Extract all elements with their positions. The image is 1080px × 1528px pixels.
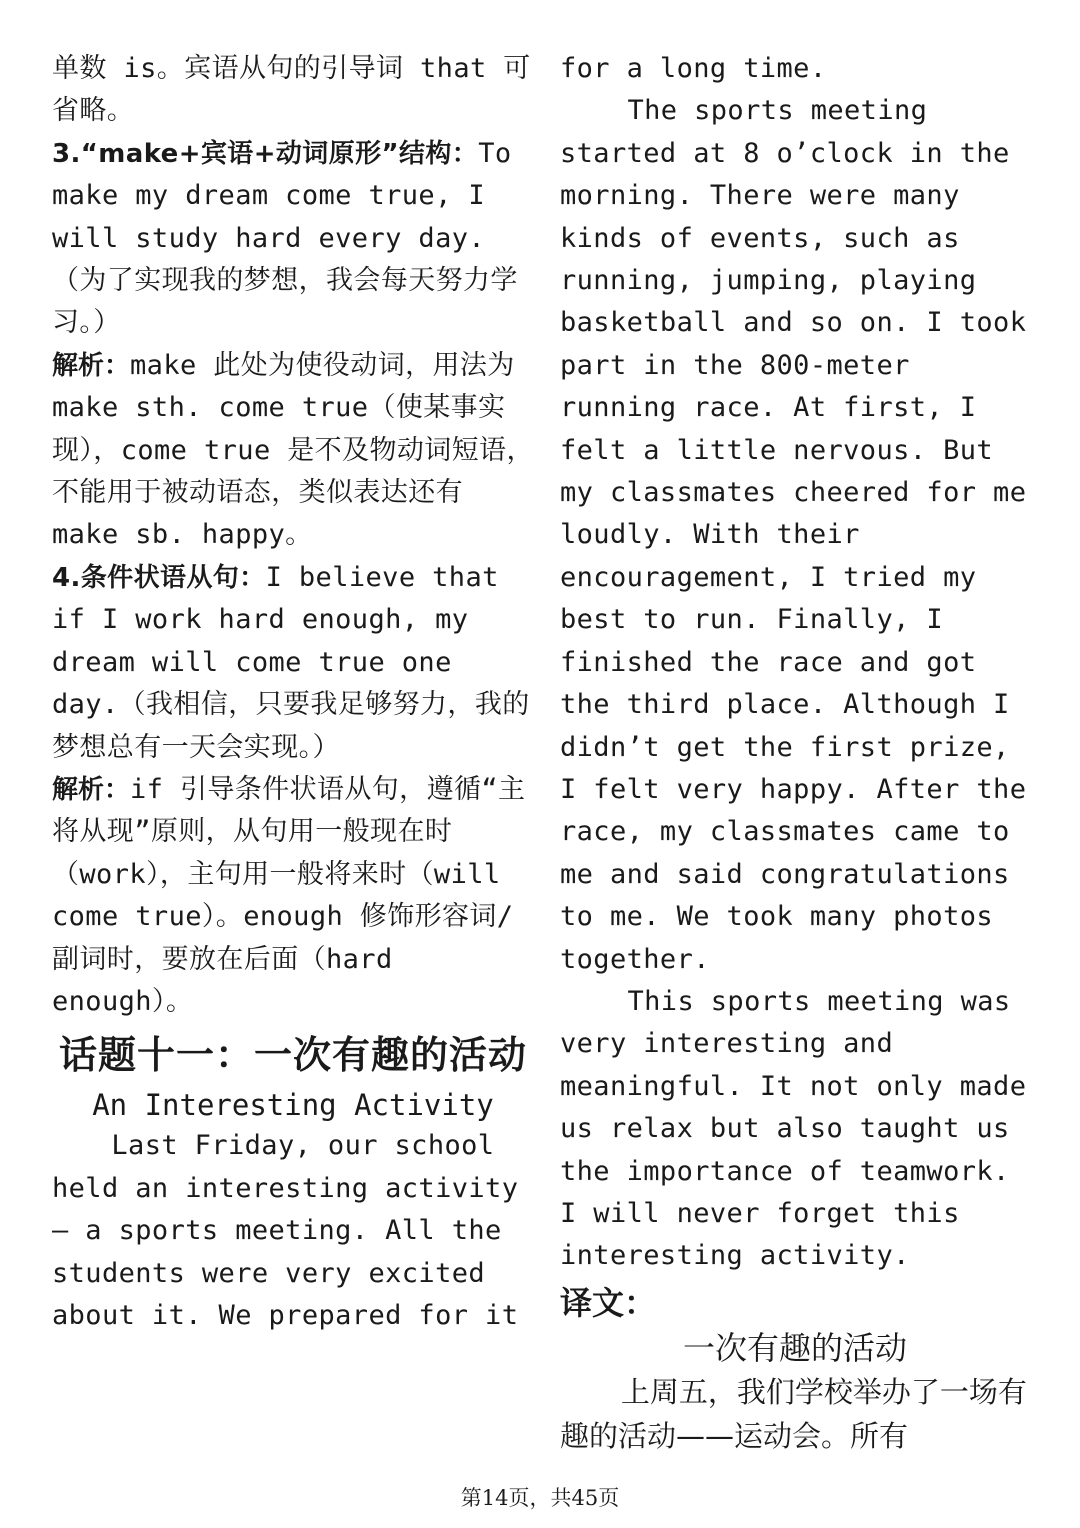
grammar-item-4 xyxy=(52,557,534,769)
analysis-label: 解析： xyxy=(52,350,131,381)
translation-label: 译文： xyxy=(560,1283,657,1322)
grammar-item-4-analysis xyxy=(52,769,534,1023)
topic-title: 话题十一：一次有趣的活动 xyxy=(58,1033,527,1078)
translation-title: 一次有趣的活动 xyxy=(682,1328,907,1367)
left-column xyxy=(52,48,534,1337)
grammar-note-continued: 单数 is。宾语从句的引导词 that 可省略。 xyxy=(52,53,531,127)
grammar-item-3-label: 3.“make+宾语+动词原形”结构： xyxy=(52,138,479,169)
right-column xyxy=(560,48,1030,1458)
translation-paragraph-1: 上周五，我们学校举办了一场有趣的活动——运动会。所有 xyxy=(560,1374,1027,1453)
essay-paragraph-2: The sports meeting started at 8 o’clock in the morning. There were many kinds of events, such as running, jumping, playing basketball and so on. I took part in the 800-meter running race. At first, I felt a little nervous. But my classmates cheered for me loudly. With their encouragement, I tried my best to run. Finally, I finished the race and got the third place. Although I didn’t get the first prize, I felt very happy. After the race, my classmates came to me and said congratulations to me. We took many photos together. xyxy=(560,95,1027,975)
analysis-text: if 引导条件状语从句，遵循“主将从现”原则，从句用一般现在时（work），主句用一般将来时（will come true）。enough 修饰形容词/副词时，要放在后面（hard enough）。 xyxy=(52,773,526,1017)
analysis-label: 解析： xyxy=(52,774,131,805)
grammar-item-3-analysis xyxy=(52,345,534,557)
grammar-item-3-example: To make my dream come true, I will study hard every day.（为了实现我的梦想，我会每天努力学习。） xyxy=(52,137,518,339)
essay-paragraph-3: This sports meeting was very interesting and meaningful. It not only made us relax but also taught us the importance of teamwork. I will never forget this interesting activity. xyxy=(560,985,1027,1272)
essay-title: An Interesting Activity xyxy=(92,1088,494,1123)
grammar-item-3 xyxy=(52,133,534,345)
page-number: 第14页，共45页 xyxy=(460,1486,620,1510)
analysis-text: make 此处为使役动词，用法为 make sth. come true（使某事实现），come true 是不及物动词短语，不能用于被动语态，类似表达还有 make sb. happy。 xyxy=(52,349,534,551)
essay-paragraph-1: Last Friday, our school held an interesting activity — a sports meeting. All the students were very excited about it. We prepared for it xyxy=(52,1130,519,1331)
grammar-item-4-example: I believe that if I work hard enough, my dream will come true one day.（我相信，只要我足够努力，我的梦想总有一天会实现。） xyxy=(52,561,530,763)
essay-paragraph-1-continued: for a long time. xyxy=(560,53,827,84)
grammar-item-4-label: 4.条件状语从句： xyxy=(52,562,266,593)
